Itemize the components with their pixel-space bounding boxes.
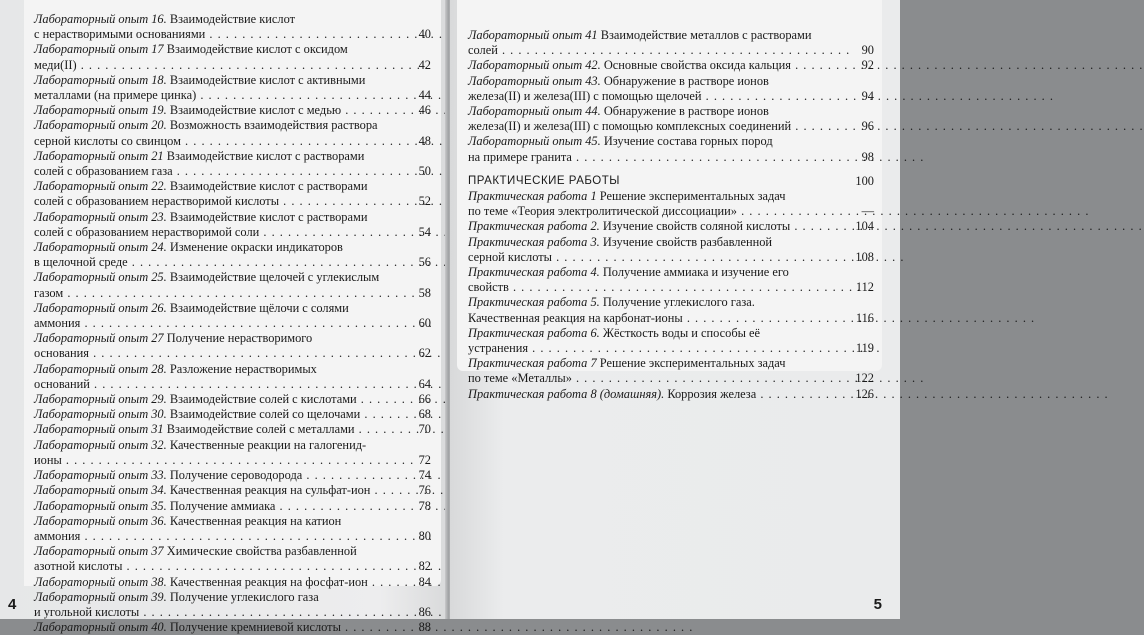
toc-entry-title: Качественная реакция на сульфат-ион: [169, 483, 371, 498]
toc-entry-page: 96: [861, 119, 874, 134]
toc-entry-label: Лабораторный опыт 24.: [34, 240, 167, 255]
toc-entry-label: Лабораторный опыт 44.: [468, 104, 601, 119]
toc-entry-page: 86: [418, 604, 431, 619]
toc-entry-title: Получение кремниевой кислоты: [169, 620, 341, 635]
toc-entry-label-italic: [34, 620, 167, 634]
toc-entry-label-italic: [468, 295, 600, 309]
section-heading-page: 100: [855, 173, 874, 188]
toc-entry-continuation: азотной кислоты . .: [34, 559, 431, 574]
toc-entry: [468, 295, 874, 325]
toc-entry-title: Взаимодействие солей со щелочами: [169, 407, 361, 422]
toc-entry-label: Лабораторный опыт 18.: [34, 72, 167, 87]
toc-entry-continuation: меди(II) . .: [34, 58, 431, 73]
toc-entry-page: 82: [418, 559, 431, 574]
toc-entry-page: 116: [855, 310, 874, 325]
toc-entry-title: Химические свойства разбавленной: [166, 544, 357, 559]
toc-entry-label-italic: [34, 483, 167, 497]
toc-entry-label-italic: [34, 73, 167, 87]
toc-entry-page: 119: [855, 341, 874, 356]
toc-entry-first-line: [468, 219, 874, 234]
toc-entry-page: 58: [418, 285, 431, 300]
toc-entry-title: Взаимодействие кислот с растворами: [169, 179, 368, 194]
toc-entry-first-line: [34, 301, 431, 316]
toc-entry-label-italic: [34, 575, 167, 589]
toc-entry-page: 94: [861, 88, 874, 103]
toc-entry-title: Изучение свойств разбавленной: [602, 234, 773, 249]
toc-entry: [468, 189, 874, 219]
toc-entry-first-line: [34, 499, 431, 514]
toc-entry-continuation: с нерастворимыми основаниями . .: [34, 27, 431, 42]
toc-entry: [34, 179, 431, 209]
toc-entry-label: Лабораторный опыт 36.: [34, 513, 167, 528]
toc-entry-label-italic: [34, 544, 164, 558]
toc-entry-label-italic: [34, 301, 167, 315]
toc-entry-title: Взаимодействие солей с металлами: [166, 422, 355, 437]
toc-entry-label: Лабораторный опыт 32.: [34, 437, 167, 452]
toc-entry-first-line: [468, 295, 874, 310]
toc-entry-title: Качественная реакция на катион: [169, 513, 342, 528]
toc-entry: [34, 544, 431, 574]
toc-entry: [34, 73, 431, 103]
toc-entry-first-line: [468, 134, 874, 149]
toc-entry-title: Взаимодействие щелочей с углекислым: [169, 270, 380, 285]
toc-entry-label: Практическая работа 1: [468, 189, 597, 204]
toc-entry-continuation: в щелочной среде . .: [34, 255, 431, 270]
toc-entry-first-line: [34, 210, 431, 225]
toc-entry-label: Лабораторный опыт 42.: [468, 58, 601, 73]
toc-entry-title: Обнаружение в растворе ионов: [603, 104, 769, 119]
toc-entry: [468, 235, 874, 265]
toc-entry-label: Лабораторный опыт 43.: [468, 73, 601, 88]
toc-entry: [34, 103, 431, 118]
toc-entry-title: Изучение состава горных пород: [603, 134, 773, 149]
toc-entry-first-line: [34, 575, 431, 590]
toc-entry-title: Обнаружение в растворе ионов: [603, 73, 769, 88]
toc-entry-first-line: [34, 544, 431, 559]
toc-entry-page: 74: [418, 468, 431, 483]
toc-entry: [34, 422, 431, 437]
toc-entry: [34, 118, 431, 148]
toc-entry-page: 56: [418, 255, 431, 270]
toc-entry-label: Лабораторный опыт 40.: [34, 620, 167, 635]
toc-entry-page: 68: [418, 407, 431, 422]
toc-entry-first-line: [468, 235, 874, 250]
toc-entry-label: Лабораторный опыт 41: [468, 28, 598, 42]
toc-entry: [34, 42, 431, 72]
toc-entry-first-line: [34, 73, 431, 88]
toc-entry-continuation: аммония . .: [34, 529, 431, 544]
left-toc-list: [34, 12, 431, 635]
toc-entry-label: Лабораторный опыт 31: [34, 422, 164, 437]
toc-entry-page: 46: [418, 103, 431, 118]
toc-entry-label-italic: [468, 134, 601, 148]
toc-entry: [34, 362, 431, 392]
toc-entry-label: Практическая работа 2.: [468, 219, 600, 234]
toc-entry: [34, 331, 431, 361]
toc-entry-label: Лабораторный опыт 25.: [34, 270, 167, 285]
toc-entry-page: 92: [861, 58, 874, 73]
toc-entry-page: 72: [418, 452, 431, 467]
toc-entry-label-italic: [468, 219, 600, 233]
toc-entry-label-italic: [468, 74, 601, 88]
toc-entry-label: Лабораторный опыт 26.: [34, 300, 167, 315]
section-heading-row: [468, 174, 874, 189]
toc-entry-label: Лабораторный опыт 29.: [34, 392, 167, 407]
toc-entry-continuation: устранения . .: [468, 341, 874, 356]
toc-entry-page: 104: [855, 219, 874, 234]
toc-entry-label: Лабораторный опыт 37: [34, 544, 164, 559]
toc-entry: [34, 407, 431, 422]
toc-entry-title: Взаимодействие кислот с растворами: [169, 209, 368, 224]
toc-entry-label: Практическая работа 4.: [468, 265, 600, 280]
toc-entry-first-line: [34, 103, 431, 118]
toc-entry-continuation: солей с образованием газа . .: [34, 164, 431, 179]
toc-entry-title: Получение углекислого газа.: [602, 295, 755, 310]
toc-entry-title: Взаимодействие металлов с растворами: [600, 28, 812, 42]
toc-entry-page: 40: [418, 27, 431, 42]
left-page: [0, 0, 447, 635]
toc-entry-label-italic: [468, 235, 600, 249]
toc-entry-label: Лабораторный опыт 38.: [34, 574, 167, 589]
toc-entry-title: Разложение нерастворимых: [169, 361, 317, 376]
toc-entry-first-line: [468, 326, 874, 341]
toc-entry: [34, 438, 431, 468]
toc-entry-label: Практическая работа 8 (домашняя).: [468, 386, 665, 401]
toc-entry-title: Взаимодействие щёлочи с солями: [169, 300, 349, 315]
toc-entry-page: 44: [418, 88, 431, 103]
toc-entry-page: —: [861, 204, 874, 219]
toc-entry-first-line: [34, 118, 431, 133]
toc-entry-page: 50: [418, 164, 431, 179]
toc-entry-page: 52: [418, 194, 431, 209]
toc-entry-label: Практическая работа 6.: [468, 325, 600, 340]
toc-entry-first-line: [34, 240, 431, 255]
toc-entry-label-italic: [34, 149, 164, 163]
toc-entry-continuation: по теме «Теория электролитической диссоциации» . .: [468, 204, 874, 219]
section-gap: [468, 165, 874, 174]
toc-entry: [34, 575, 431, 590]
toc-entry-title: Взаимодействие кислот с активными: [169, 72, 366, 87]
toc-entry-label-italic: [34, 590, 167, 604]
toc-entry-continuation: ионы . .: [34, 453, 431, 468]
toc-entry: [468, 134, 874, 164]
toc-entry-continuation: Качественная реакция на карбонат-ионы . .: [468, 311, 874, 326]
toc-entry-page: 78: [418, 498, 431, 513]
toc-entry-title: Взаимодействие солей с кислотами: [169, 392, 357, 407]
toc-entry-label: Лабораторный опыт 22.: [34, 179, 167, 194]
toc-entry-label: Практическая работа 3.: [468, 234, 600, 249]
toc-entry: [34, 499, 431, 514]
toc-entry-label: Лабораторный опыт 34.: [34, 483, 167, 498]
toc-entry-first-line: [34, 590, 431, 605]
toc-entry-label-italic: [468, 387, 664, 401]
toc-entry-label: Лабораторный опыт 28.: [34, 361, 167, 376]
toc-entry-title: Взаимодействие кислот: [169, 12, 296, 26]
toc-entry-first-line: [468, 28, 874, 43]
toc-entry-first-line: [34, 468, 431, 483]
toc-entry-label-italic: [34, 331, 164, 345]
toc-entry-label: Лабораторный опыт 45.: [468, 134, 601, 149]
toc-entry-label: Лабораторный опыт 30.: [34, 407, 167, 422]
toc-entry: [468, 74, 874, 104]
toc-entry-title: Взаимодействие кислот с медью: [169, 103, 342, 118]
toc-entry: [34, 301, 431, 331]
toc-entry-label-italic: [468, 265, 600, 279]
toc-entry-continuation: солей с образованием нерастворимой кислоты . .: [34, 194, 431, 209]
toc-entry-page: 66: [418, 392, 431, 407]
toc-entry-continuation: металлами (на примере цинка) . .: [34, 88, 431, 103]
toc-entry: [34, 468, 431, 483]
toc-entry-label: Лабораторный опыт 23.: [34, 209, 167, 224]
toc-entry: [34, 590, 431, 620]
toc-entry-continuation: свойств . .: [468, 280, 874, 295]
toc-entry-page: 90: [861, 43, 874, 58]
toc-entry: [34, 12, 431, 42]
toc-entry-first-line: [34, 483, 431, 498]
toc-entry-continuation: на примере гранита . .: [468, 150, 874, 165]
toc-entry-title: Получение аммиака и изучение его: [602, 265, 789, 280]
toc-entry-first-line: [34, 438, 431, 453]
toc-entry-first-line: [34, 422, 431, 437]
toc-entry-continuation: железа(II) и железа(III) с помощью комплексных соединений . .: [468, 119, 874, 134]
toc-entry-label: Лабораторный опыт 33.: [34, 468, 167, 483]
toc-entry-first-line: [34, 392, 431, 407]
toc-entry: [468, 58, 874, 73]
toc-entry-continuation: и угольной кислоты . .: [34, 605, 431, 620]
toc-entry-label-italic: [34, 514, 167, 528]
toc-entry-title: Изучение свойств соляной кислоты: [602, 219, 791, 234]
toc-entry: [468, 326, 874, 356]
toc-entry: [468, 219, 874, 234]
toc-entry-continuation: аммония . .: [34, 316, 431, 331]
toc-entry-page: 108: [855, 249, 874, 264]
toc-entry-page: 54: [418, 224, 431, 239]
toc-entry-label-italic: [34, 499, 167, 513]
toc-entry-first-line: [468, 74, 874, 89]
toc-entry-title: Получение нерастворимого: [166, 331, 313, 346]
toc-entry-label-italic: [468, 58, 601, 72]
toc-entry-label-italic: [34, 407, 167, 421]
toc-entry-label-italic: [34, 118, 167, 132]
toc-entry-first-line: [34, 270, 431, 285]
toc-entry-page: 76: [418, 483, 431, 498]
toc-entry-label-italic: [468, 104, 601, 118]
toc-entry-title: Жёсткость воды и способы её: [602, 325, 761, 340]
toc-entry-first-line: [34, 12, 431, 27]
toc-entry-label-italic: [468, 326, 600, 340]
toc-entry-label: Лабораторный опыт 27: [34, 331, 164, 346]
toc-entry: [468, 104, 874, 134]
toc-entry-continuation: серной кислоты . .: [468, 250, 874, 265]
toc-entry-page: 70: [418, 422, 431, 437]
toc-entry-label-italic: [34, 240, 167, 254]
toc-entry: [34, 210, 431, 240]
toc-entry-title: Взаимодействие кислот с растворами: [166, 148, 365, 163]
toc-entry-title: Изменение окраски индикаторов: [169, 240, 343, 255]
toc-entry-label: Лабораторный опыт 19.: [34, 103, 167, 118]
toc-entry-first-line: [34, 620, 431, 635]
toc-entry-label: Лабораторный опыт 20.: [34, 118, 167, 133]
toc-entry: [468, 265, 874, 295]
right-toc-list: [468, 28, 874, 402]
toc-entry-label-italic: [468, 356, 597, 370]
toc-entry-first-line: [34, 149, 431, 164]
toc-entry: [468, 356, 874, 386]
toc-entry-label-italic: [34, 12, 167, 26]
toc-entry-continuation: серной кислоты со свинцом . .: [34, 134, 431, 149]
toc-entry-first-line: [468, 58, 874, 73]
right-page: [450, 0, 900, 619]
toc-entry-first-line: [34, 42, 431, 57]
toc-entry-first-line: [468, 265, 874, 280]
toc-entry: [34, 392, 431, 407]
toc-entry: [468, 387, 874, 402]
toc-entry-first-line: [34, 514, 431, 529]
toc-entry-first-line: [468, 356, 874, 371]
toc-entry-label-italic: [468, 189, 597, 203]
toc-entry-page: 42: [418, 57, 431, 72]
toc-entry-page: 80: [418, 528, 431, 543]
toc-entry-label: Практическая работа 7: [468, 356, 597, 371]
toc-entry-title: Взаимодействие кислот с оксидом: [166, 42, 348, 57]
toc-entry-first-line: [34, 407, 431, 422]
toc-entry-page: 98: [861, 149, 874, 164]
toc-entry-label-italic: [34, 362, 167, 376]
toc-entry-title: Получение аммиака: [169, 498, 276, 513]
toc-entry-page: 84: [418, 574, 431, 589]
toc-entry-page: 112: [855, 280, 874, 295]
toc-entry-label: Лабораторный опыт 16.: [34, 12, 167, 26]
toc-entry-label-italic: [34, 103, 167, 117]
toc-entry-label-italic: [34, 179, 167, 193]
toc-entry-page: 48: [418, 133, 431, 148]
toc-entry-label-italic: [34, 270, 167, 284]
toc-entry-label-italic: [468, 28, 598, 42]
toc-entry-continuation: железа(II) и железа(III) с помощью щелочей . .: [468, 89, 874, 104]
section-heading: ПРАКТИЧЕСКИЕ РАБОТЫ: [468, 174, 620, 187]
toc-entry-title: Основные свойства оксида кальция: [603, 58, 791, 73]
toc-entry-label-italic: [34, 42, 164, 56]
toc-entry: [34, 483, 431, 498]
toc-entry: [34, 620, 431, 635]
toc-entry-page: 88: [418, 620, 431, 635]
page-number-left: 4: [8, 596, 17, 613]
toc-entry-label: Лабораторный опыт 17: [34, 42, 164, 57]
toc-entry-page: 126: [855, 386, 874, 401]
toc-entry-page: 64: [418, 376, 431, 391]
toc-entry-first-line: [468, 189, 874, 204]
toc-entry-first-line: [34, 179, 431, 194]
toc-entry-page: 122: [855, 371, 874, 386]
toc-entry-title: Решение экспериментальных задач: [599, 189, 786, 204]
toc-entry-continuation: по теме «Металлы» . .: [468, 371, 874, 386]
toc-entry-label: Лабораторный опыт 21: [34, 148, 164, 163]
toc-entry-label-italic: [34, 392, 167, 406]
toc-entry-title: Качественные реакции на галогенид-: [169, 437, 367, 452]
toc-entry-title: Получение сероводорода: [169, 468, 303, 483]
toc-entry-label: Лабораторный опыт 39.: [34, 589, 167, 604]
toc-entry-label: Практическая работа 5.: [468, 295, 600, 310]
toc-entry-label-italic: [34, 210, 167, 224]
toc-entry-continuation: оснований . .: [34, 377, 431, 392]
toc-entry: [34, 240, 431, 270]
toc-entry-page: 60: [418, 316, 431, 331]
toc-entry-first-line: [468, 104, 874, 119]
toc-entry-label-italic: [34, 422, 164, 436]
toc-entry-continuation: основания . .: [34, 346, 431, 361]
toc-entry-continuation: солей . .: [468, 43, 874, 58]
toc-entry-first-line: [468, 387, 874, 402]
toc-entry-title: Получение углекислого газа: [169, 589, 319, 604]
toc-entry-label: Лабораторный опыт 35.: [34, 498, 167, 513]
toc-entry-continuation: газом . .: [34, 286, 431, 301]
toc-entry-continuation: солей с образованием нерастворимой соли . .: [34, 225, 431, 240]
toc-entry-label-italic: [34, 438, 167, 452]
toc-entry-title: Решение экспериментальных задач: [599, 356, 786, 371]
toc-entry: [34, 149, 431, 179]
page-number-right: 5: [873, 596, 882, 613]
toc-entry-title: Коррозия железа: [667, 386, 757, 401]
toc-entry-title: Возможность взаимодействия раствора: [169, 118, 378, 133]
toc-entry: [468, 28, 874, 58]
toc-entry-page: 62: [418, 346, 431, 361]
toc-entry: [34, 270, 431, 300]
toc-entry: [34, 514, 431, 544]
toc-entry-title: Качественная реакция на фосфат-ион: [169, 574, 368, 589]
toc-entry-label-italic: [34, 468, 167, 482]
toc-entry-first-line: [34, 362, 431, 377]
toc-entry-first-line: [34, 331, 431, 346]
